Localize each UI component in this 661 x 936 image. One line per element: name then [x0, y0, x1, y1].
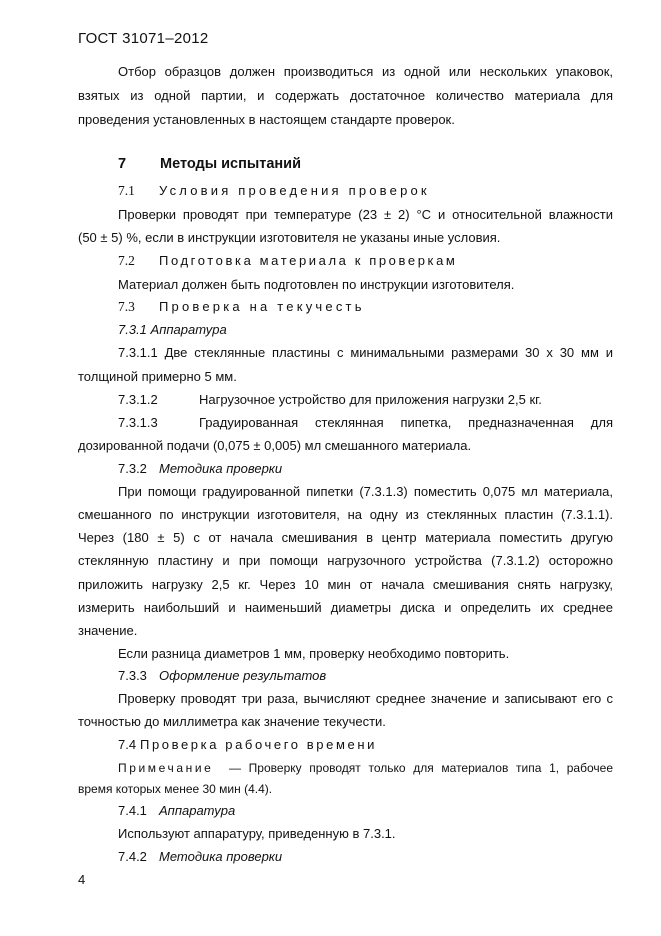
section-7-number: 7 — [118, 156, 127, 172]
section-7-4-1-title: Аппаратура — [159, 803, 236, 818]
section-7-1-line-2: (50 ± 5) %, если в инструкции изготовителя не указаны иные условия. — [78, 230, 501, 245]
method-line-1: При помощи градуированной пипетки (7.3.1.3) поместить 0,075 мл материала, — [118, 484, 613, 499]
standard-title: ГОСТ 31071–2012 — [78, 30, 209, 47]
note-label: Примечание — [118, 761, 214, 775]
section-7-4-2-number: 7.4.2 — [118, 849, 147, 864]
section-7-3-number: 7.3 — [118, 299, 135, 314]
section-7-1-number: 7.1 — [118, 183, 135, 198]
section-7-3-3-title: Оформление результатов — [159, 668, 327, 683]
section-7-2-title: Подготовка материала к проверкам — [159, 253, 458, 268]
item-7-3-1-1-line-1: 7.3.1.1 Две стеклянные пластины с минимальными размерами 30 х 30 мм и — [118, 345, 613, 360]
section-7-4-2-title: Методика проверки — [159, 849, 283, 864]
item-7-3-1-3-line-2: дозированной подачи (0,075 ± 0,005) мл смешанного материала. — [78, 438, 472, 453]
section-7-3-title: Проверка на текучесть — [159, 299, 365, 314]
section-7-1-title: Условия проведения проверок — [159, 183, 430, 198]
item-7-3-1-2-number: 7.3.1.2 — [118, 392, 158, 407]
item-7-3-1-2-text: Нагрузочное устройство для приложения нагрузки 2,5 кг. — [199, 392, 542, 407]
section-7-3-3-number: 7.3.3 — [118, 668, 147, 683]
item-7-3-1-1-line-2: толщиной примерно 5 мм. — [78, 369, 237, 384]
section-7-4-number: 7.4 — [118, 737, 137, 752]
intro-line-1: Отбор образцов должен производиться из одной или нескольких упаковок, — [118, 64, 613, 79]
section-7-title: Методы испытаний — [160, 156, 302, 172]
item-7-3-1-3-text: Градуированная стеклянная пипетка, предназначенная для — [199, 415, 613, 430]
section-7-4-1-number: 7.4.1 — [118, 803, 147, 818]
section-7-3-2-number: 7.3.2 — [118, 461, 147, 476]
method-line-4: стеклянную пластину и при помощи нагрузочного устройства (7.3.1.2) осторожно — [78, 553, 613, 568]
page-number: 4 — [78, 872, 86, 887]
item-7-3-1-3-number: 7.3.1.3 — [118, 415, 158, 430]
method-line-5: приложить нагрузку 2,5 кг. Через 10 мин от начала смешивания снять нагрузку, — [78, 577, 613, 592]
method-line-3: Через (180 ± 5) с от начала смешивания в центр материала поместить другую — [78, 530, 613, 545]
method-line-2: смешанного по инструкции изготовителя, на одну из стеклянных пластин (7.3.1.1). — [78, 507, 613, 522]
section-7-1-line-1: Проверки проводят при температуре (23 ± 2) °С и относительной влажности — [118, 207, 613, 222]
section-7-3-1-heading: 7.3.1 Аппаратура — [118, 322, 227, 337]
section-7-2-number: 7.2 — [118, 253, 135, 268]
method-line-7: значение. — [78, 623, 138, 638]
method-line-6: измерить наибольший и наименьший диаметры диска и определить их среднее — [78, 600, 613, 615]
results-line-2: точностью до миллиметра как значение текучести. — [78, 714, 386, 729]
note-line-2: время которых менее 30 мин (4.4). — [78, 782, 273, 796]
note-line-1: — Проверку проводят только для материалов типа 1, рабочее — [229, 761, 613, 775]
section-7-4-title: Проверка рабочего времени — [140, 737, 377, 752]
results-line-1: Проверку проводят три раза, вычисляют среднее значение и записывают его с — [118, 691, 613, 706]
section-7-2-line-1: Материал должен быть подготовлен по инструкции изготовителя. — [118, 277, 515, 292]
intro-line-3: проведения установленных в настоящем стандарте проверок. — [78, 112, 455, 127]
section-7-3-2-title: Методика проверки — [159, 461, 283, 476]
intro-line-2: взятых из одной партии, и содержать достаточное количество материала для — [78, 88, 613, 103]
method-line-8: Если разница диаметров 1 мм, проверку необходимо повторить. — [118, 646, 510, 661]
section-7-4-1-line-1: Используют аппаратуру, приведенную в 7.3.1. — [118, 826, 396, 841]
